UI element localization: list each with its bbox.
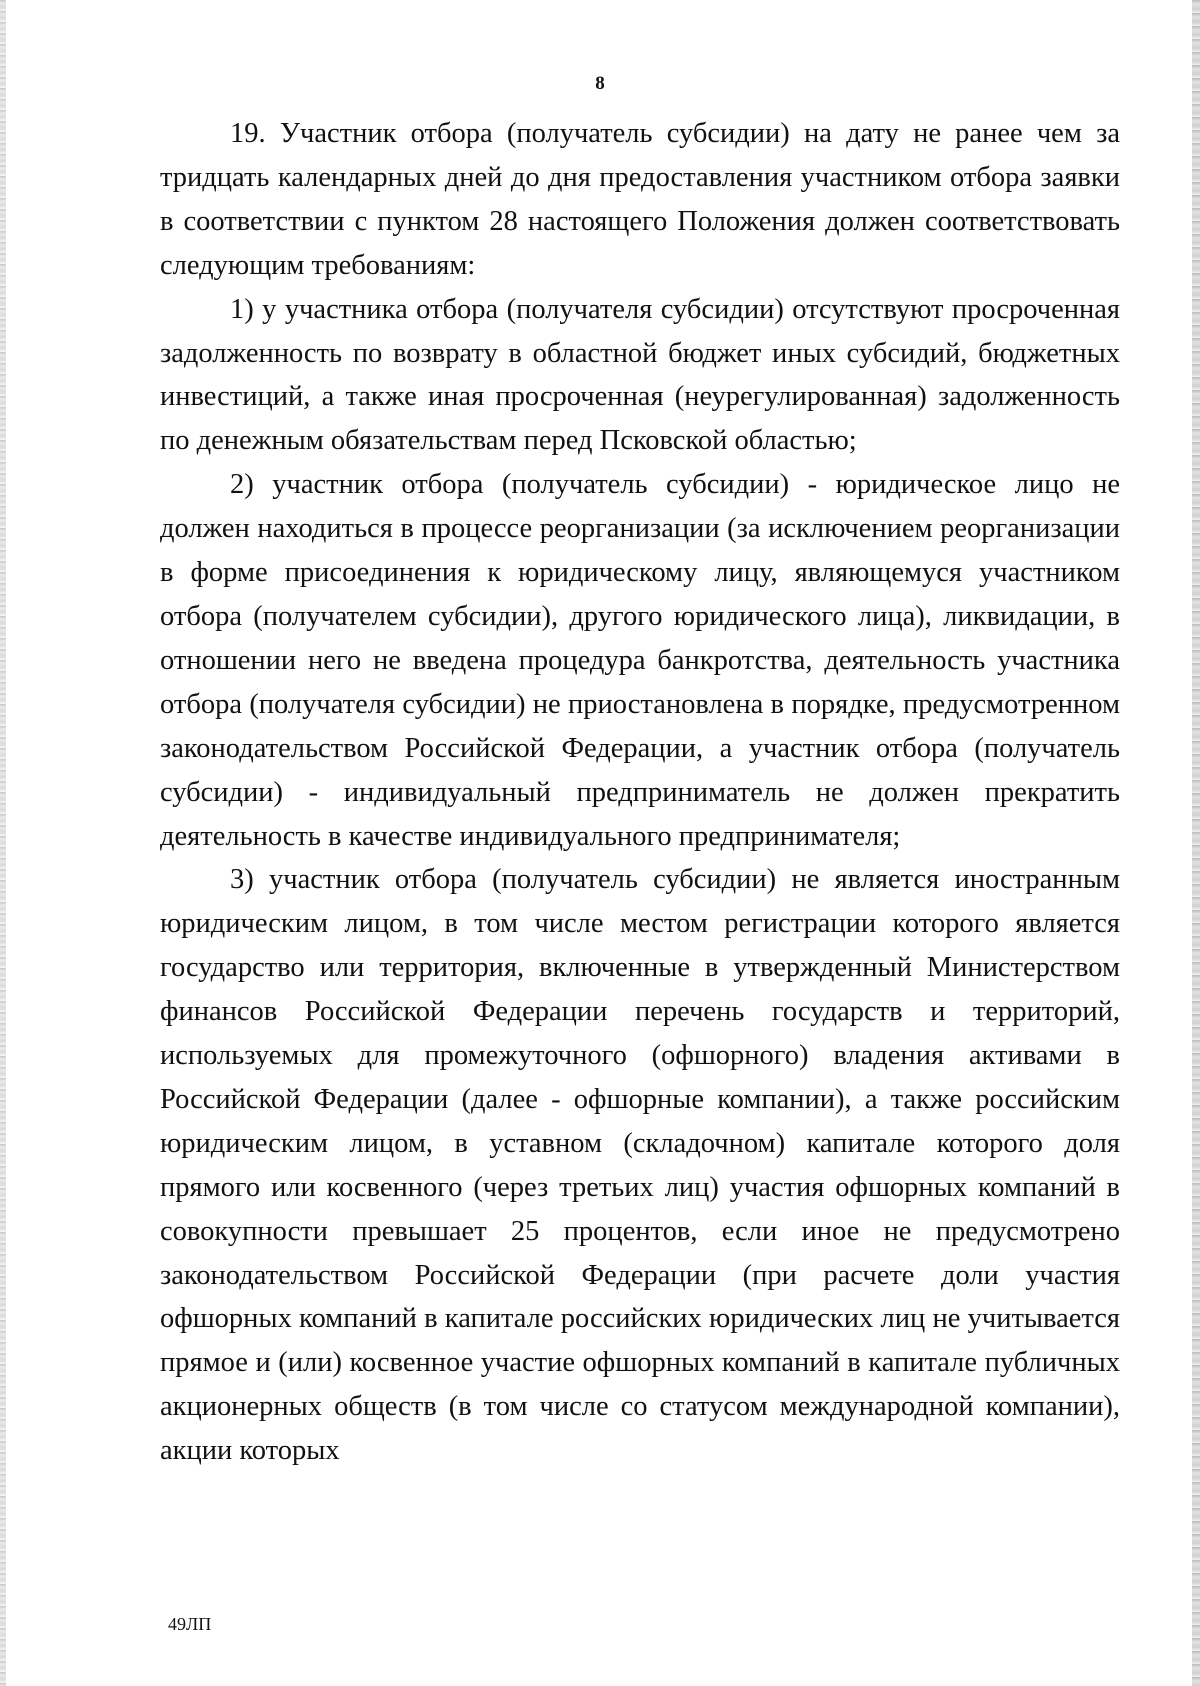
paragraph-item-2: 2) участник отбора (получатель субсидии) - юридическое лицо не должен находиться в процессе реорганизации (за исключением реорганизации в форме присоединения к юридическому лицу, являющемуся участником отбора (получателем субсидии), другого юридического лица), ликвидации, в отношении него не введена процедура банкротства, деятельность участника отбора (получателя субсидии) не приостановлена в порядке, предусмотренном законодательством Российской Федерации, а участник отбора (получатель субсидии) - индивидуальный предприниматель не должен прекратить деятельность в качестве индивидуального предпринимателя; <box>160 469 1120 852</box>
paragraph-item-3: 3) участник отбора (получатель субсидии) не является иностранным юридическим лицом, в том числе местом регистрации которого является государство или территория, включенные в утвержденный Министерством финансов Российской Федерации перечень государств и территорий, используемых для промежуточного (офшорного) владения активами в Российской Федерации (далее - офшорные компании), а также российским юридическим лицом, в уставном (складочном) капитале которого доля прямого или косвенного (через третьих лиц) участия офшорных компаний в совокупности превышает 25 процентов, если иное не предусмотрено законодательством Российской Федерации (при расчете доли участия офшорных компаний в капитале российских юридических лиц не учитывается прямое и (или) косвенное участие офшорных компаний в капитале публичных акционерных обществ (в том числе со статусом международной компании), акции которых <box>160 864 1120 1467</box>
scan-edge-left <box>0 0 6 1686</box>
scan-edge-right <box>1192 0 1200 1686</box>
paragraph-item-1: 1) у участника отбора (получателя субсидии) отсутствуют просроченная задолженность по возврату в областной бюджет иных субсидий, бюджетных инвестиций, а также иная просроченная (неурегулированная) задолженность по денежным обязательствам перед Псковской областью; <box>160 293 1120 457</box>
paragraph-19: 19. Участник отбора (получатель субсидии) на дату не ранее чем за тридцать календарных дней до дня предоставления участником отбора заявки в соответствии с пунктом 28 настоящего Положения должен соответствовать следующим требованиям: <box>160 118 1120 281</box>
page-number: 8 <box>595 73 605 94</box>
document-code: 49ЛП <box>168 1614 212 1634</box>
document-body <box>160 112 1120 1473</box>
